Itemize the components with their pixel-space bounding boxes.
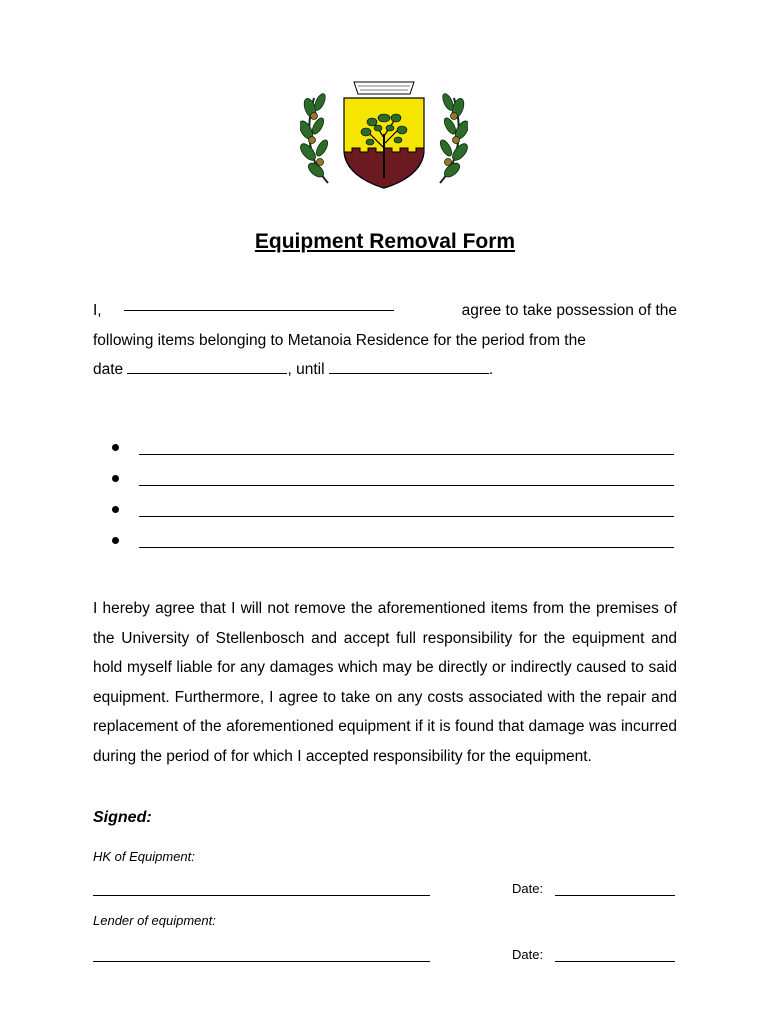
signed-heading: Signed: <box>93 809 152 826</box>
name-blank[interactable] <box>124 296 394 311</box>
until-text: , until <box>287 361 325 378</box>
start-date-blank[interactable] <box>127 359 287 374</box>
list-item <box>112 432 677 463</box>
crest-logo <box>300 78 468 190</box>
lender-label: Lender of equipment: <box>93 913 216 928</box>
lender-signature-line[interactable] <box>93 960 430 962</box>
hk-signature-line[interactable] <box>93 894 430 896</box>
bullet-icon <box>112 444 119 451</box>
intro-paragraph <box>93 296 677 385</box>
list-item <box>112 494 677 525</box>
end-date-blank[interactable] <box>329 359 489 374</box>
intro-line-1 <box>93 296 677 326</box>
right-laurel-icon <box>438 92 468 183</box>
agreement-paragraph: I hereby agree that I will not remove the aforementioned items from the premises of the University of Stellenbosch and accept full responsibility for the equipment and hold myself liable for any damages which may be directly or indirectly caused to said equipment. Furthermore, I agree to take on any costs associated with the repair and replacement of the aforementioned equipment if it is found that damage was incurred during the period of for which I accepted responsibility for the equipment. <box>93 600 677 765</box>
item-blank[interactable] <box>139 440 674 455</box>
hk-date-label: Date: <box>512 881 544 896</box>
item-blank[interactable] <box>139 533 674 548</box>
bullet-icon <box>112 506 119 513</box>
bullet-icon <box>112 475 119 482</box>
list-item <box>112 525 677 556</box>
list-item <box>112 463 677 494</box>
item-blank[interactable] <box>139 471 674 486</box>
crest-top-icon <box>354 82 414 94</box>
shield-icon <box>344 98 424 188</box>
left-laurel-icon <box>300 92 330 183</box>
date-prefix: date <box>93 361 124 378</box>
intro-suffix: agree to take possession of the <box>461 302 677 319</box>
hk-date-line[interactable] <box>555 894 675 896</box>
intro-line-2-text: following items belonging to Metanoia Residence for the period from the <box>93 331 586 349</box>
intro-line-3 <box>93 355 677 385</box>
intro-prefix: I, <box>93 302 102 319</box>
item-blank[interactable] <box>139 502 674 517</box>
lender-date-line[interactable] <box>555 960 675 962</box>
bullet-icon <box>112 537 119 544</box>
items-list <box>112 432 677 556</box>
intro-line-2 <box>93 326 677 356</box>
lender-date-label: Date: <box>512 947 544 962</box>
hk-label: HK of Equipment: <box>93 849 195 864</box>
period-end: . <box>488 361 494 378</box>
form-title: Equipment Removal Form <box>254 230 516 253</box>
